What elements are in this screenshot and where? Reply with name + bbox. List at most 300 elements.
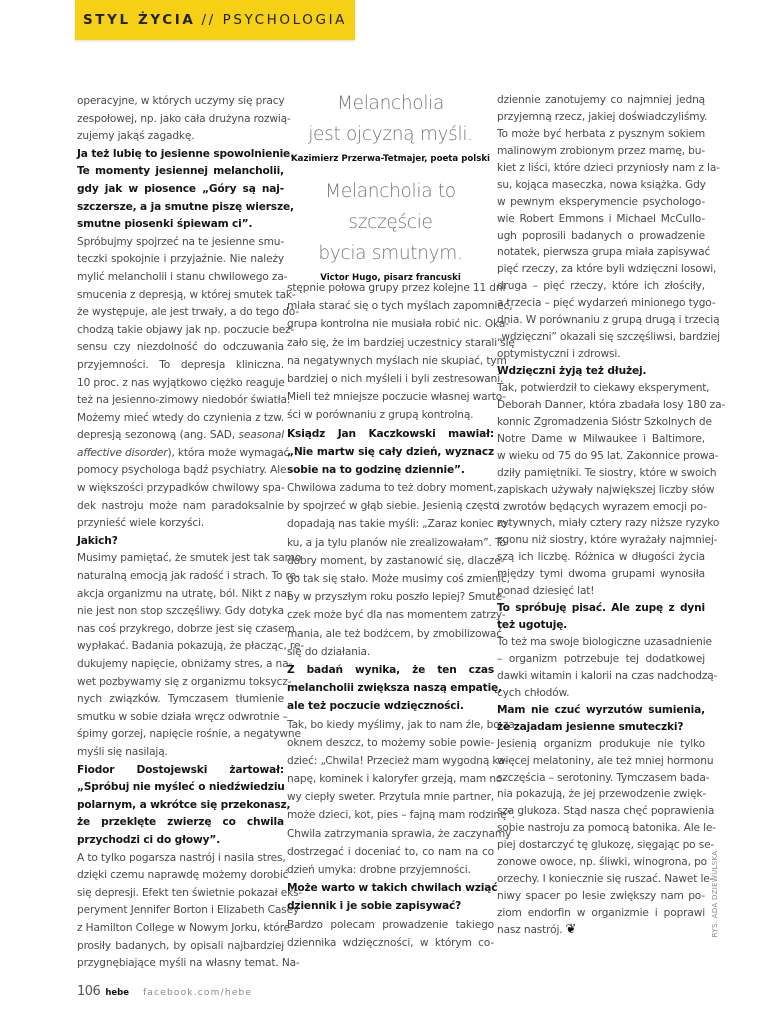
line-text: się do działania. (287, 645, 371, 658)
text-line (77, 163, 284, 181)
line-text: „Nie martw się cały dzień, wyznacz (287, 445, 494, 458)
subheading (497, 702, 705, 736)
line-text: naturalną emocją jak radość i strach. To re- (77, 570, 300, 583)
line-text: Deborah Danner, która zbadała losy 180 za- (497, 398, 726, 411)
text-line (497, 346, 705, 363)
subheading (497, 600, 705, 634)
line-text: Z badań wynika, że ten czas (287, 663, 494, 676)
quote-line: Melancholia (336, 93, 445, 114)
line-text: affective disorder), która może wymagać (77, 446, 290, 459)
quote-line: jest ojcyzną myśli. (308, 124, 473, 145)
line-text: sobie nastroju za pomocą batonika. Ale le- (497, 822, 716, 835)
text-line (287, 788, 494, 806)
line-text: nie jest non stop szczęśliwy. Gdy dotyka (77, 605, 284, 618)
text-line (77, 322, 295, 340)
text-line (77, 867, 289, 885)
line-text: Mieli też mniejsze poczucie własnej warto- (287, 391, 506, 404)
text-line (77, 287, 296, 305)
line-text: przychodzi ci do głowy”. (77, 833, 221, 846)
section-label: STYL ŻYCIA (82, 12, 196, 28)
paragraph (287, 279, 515, 425)
text-column-1 (77, 93, 304, 973)
line-text: optymistyczni i zdrowsi. (497, 348, 621, 361)
paragraph (287, 479, 511, 661)
text-line (497, 566, 705, 583)
text-line (497, 820, 716, 837)
text-line (497, 888, 705, 905)
line-text: w większości przypadków chwilowy spa- (77, 482, 285, 495)
line-text: dzieć: „Chwila! Przecież mam wygodną ka- (287, 754, 509, 767)
line-text: dukujemy napięcie, obniżamy stres, a na- (77, 658, 293, 670)
line-text: „Spróbuj nie myśleć o niedźwiedziu (77, 781, 285, 794)
page-number: 106 (77, 984, 101, 999)
text-line (287, 552, 505, 570)
line-text: Ja też lubię to jesienne spowolnienie. (77, 147, 294, 160)
line-text: i zwrotów będących wyrazem emocji po- (497, 500, 707, 513)
text-line (497, 228, 705, 245)
text-line (497, 261, 717, 278)
text-line (287, 643, 494, 661)
text-line (287, 297, 513, 315)
text-line (287, 897, 494, 915)
text-line (77, 93, 284, 111)
line-text: polarnym, a wkrótce się przekonasz, (77, 798, 291, 811)
text-line (287, 515, 511, 533)
paragraph (77, 550, 304, 761)
text-line (497, 109, 708, 126)
line-text: dziły pamiętniki. Te siostry, które w swoich (497, 466, 717, 479)
line-text: dostrzegać i doceniać to, co nam na co (287, 845, 494, 858)
line-text: piej dostarczyć tę glukozę, sięgając po se- (497, 839, 715, 852)
line-text: dziennika wdzięczności, w którym co- (287, 936, 494, 949)
line-text: To spróbuję pisać. Ale zupę z dyni (497, 602, 705, 615)
line-text: Możemy mieć wtedy do czynienia z tzw. (77, 411, 284, 424)
line-text: między tymi dwoma grupami wynosiła (497, 568, 705, 581)
line-text: notatek, pierwsza grupa miała zapisywać (497, 246, 711, 259)
line-text: Tak, potwierdził to ciekawy eksperyment, (497, 381, 710, 394)
text-line (77, 392, 291, 410)
text-line (497, 312, 720, 329)
subheading (287, 425, 494, 480)
text-line (497, 448, 719, 465)
text-line (77, 410, 284, 428)
text-line (77, 850, 284, 868)
text-line (77, 709, 288, 727)
text-line (287, 843, 494, 861)
line-text: konnic Zgromadzenia Sióstr Szkolnych de (497, 415, 712, 428)
text-line (497, 617, 705, 634)
line-text: ponad dziesięć lat! (497, 585, 595, 598)
line-text: To może być herbata z pysznym sokiem (497, 127, 705, 140)
line-text: ziom endorfin w organizmie i poprawi (497, 907, 705, 919)
text-line (77, 762, 284, 780)
line-text: też ugotuję. (497, 619, 568, 632)
line-text: Może warto w takich chwilach wziąć (287, 882, 498, 895)
line-text: że przeklęte zwierzę co chwila (77, 816, 284, 829)
line-text: mania, ale też bodźcem, by zmobilizować (287, 627, 502, 640)
line-text: nia pokazują, że jej przewodzenie zwięk- (497, 788, 707, 801)
text-line (497, 719, 705, 736)
text-line (287, 388, 506, 406)
line-text: Chwila zatrzymania sprawia, że zaczynamy (287, 827, 512, 840)
line-text: pomocy psychologa bądź psychiatry. Ale (77, 464, 287, 477)
line-text: oknem deszcz, to możemy sobie powie- (287, 736, 494, 749)
line-text: „wdzięczni” okazali się szczęśliwsi, bardziej (497, 331, 720, 344)
line-text: depresją sezonową (ang. SAD, seasonal (77, 429, 284, 442)
text-line (287, 734, 494, 752)
subheading (77, 533, 284, 551)
line-text: może dzieci, kot, pies – fajną mam rodzinę”. (287, 809, 515, 822)
line-text: się depresji. Efekt ten świetnie pokazał eks- (77, 886, 303, 899)
text-line (287, 334, 515, 352)
text-line (77, 269, 288, 287)
line-text: bardziej o nich myśleli i byli zestresowani. (287, 372, 504, 385)
line-text: nych związków. Tymczasem tłumienie (77, 693, 284, 706)
text-line (497, 295, 716, 312)
text-line (77, 427, 284, 445)
text-line (497, 244, 711, 261)
text-line (77, 744, 284, 762)
line-text: go tak się stało. Może musimy coś zmienić, (287, 573, 510, 585)
text-line (497, 397, 726, 414)
text-line (77, 550, 302, 568)
line-text: peryment Jennifer Borton i Elizabeth Casey (77, 904, 300, 917)
text-line (77, 814, 284, 832)
line-text: smutne piosenki śpiewam ci”. (77, 218, 253, 231)
line-text: dnia. W porównaniu z grupą drugą i trzecią (497, 314, 720, 327)
subheading (497, 363, 705, 380)
line-text: operacyjne, w których uczymy się pracy (77, 95, 285, 107)
line-text: Musimy pamiętać, że smutek jest tak samo (77, 552, 302, 565)
line-text: dzięki czemu naprawdę możemy dorobić (77, 869, 289, 882)
line-text: zapiskach używały największej liczby słów (497, 483, 715, 496)
text-line (77, 779, 284, 797)
line-text: wet pozbywamy się z organizmu toksycz- (77, 675, 292, 688)
text-line (497, 278, 705, 295)
quote-line: bycia smutnym. (318, 243, 463, 264)
line-text: napę, kominek i kaloryfer grzeją, mam no- (287, 773, 507, 786)
line-text: Tak, bo kiedy myślimy, jak to nam źle, bo za (287, 718, 515, 731)
text-line (287, 534, 506, 552)
text-line (77, 832, 284, 850)
text-line (287, 461, 494, 479)
paragraph (497, 380, 726, 600)
text-line (77, 515, 284, 533)
line-text: myśli się nasilają. (77, 745, 168, 758)
magazine-logo: hebe (105, 988, 129, 998)
text-line (287, 588, 506, 606)
line-text: przyjemności. To depresja kliniczna. (77, 358, 284, 371)
line-text: gdy jak w piosence „Góry są naj- (77, 182, 284, 195)
text-line (497, 871, 714, 888)
line-text: szczersze, a ja smutne piszę wiersze, (77, 200, 294, 213)
line-text: sobie na to godzinę dziennie”. (287, 463, 465, 476)
text-line (287, 879, 498, 897)
subheading (287, 661, 502, 716)
paragraph (287, 716, 515, 880)
text-line (77, 480, 284, 498)
text-line (77, 885, 303, 903)
text-line (497, 363, 705, 380)
line-text: by w przyszłym roku poszło lepiej? Smute- (287, 591, 506, 604)
text-line (497, 499, 705, 516)
text-line (497, 160, 720, 177)
line-text: Fiodor Dostojewski żartował: (77, 763, 284, 776)
text-line (497, 736, 705, 753)
line-text: Te momenty jesiennej melancholii, (77, 165, 284, 178)
text-line (77, 234, 284, 252)
text-line (497, 482, 715, 499)
line-text: orzechy. I koniecznie się ruszać. Nawet le- (497, 873, 714, 886)
line-text: ugh poprosili badanych o prowadzenie (497, 229, 705, 242)
line-text: zało się, że im bardziej uczestnicy starali się (287, 336, 515, 349)
text-line (287, 370, 504, 388)
line-text: śpimy gorzej, napięcie rośnie, a negatywne (77, 728, 301, 741)
text-line (77, 726, 301, 744)
line-text: też na jesienno-zimowy niedobór światła. (77, 394, 291, 407)
text-line (497, 837, 715, 854)
subheading (287, 879, 498, 915)
text-line (497, 668, 718, 685)
line-text: zgonu niż siostry, które wyrażały najmniej- (497, 534, 718, 547)
line-text: przygnębiające myśli na własny temat. Na- (77, 957, 300, 970)
subheading (77, 146, 294, 234)
text-column-2 (287, 279, 515, 952)
section-header (75, 0, 355, 40)
pull-quote (287, 88, 494, 166)
line-text: Notre Dame w Milwaukee i Baltimore, (497, 432, 705, 445)
line-text: z Hamilton College w Nowym Jorku, które (77, 921, 291, 934)
line-text: stępnie połowa grupy przez kolejne 11 dni (287, 282, 506, 294)
text-line (77, 304, 300, 322)
paragraph (497, 634, 718, 702)
text-line (287, 497, 499, 515)
text-line (497, 177, 705, 194)
text-line (497, 922, 705, 939)
line-text: zytywnych, miały cztery razy niższe ryzyko (497, 517, 720, 530)
line-text: zujemy jakąś zagadkę. (77, 130, 195, 143)
line-text: akcja organizmu na utratę, ból. Nikt z nas (77, 587, 293, 600)
line-text: dek nastroju może nam paradoksalnie (77, 499, 284, 512)
text-line (497, 329, 720, 346)
line-text: chodzą takie objawy jak np. poczucie bez- (77, 323, 295, 336)
line-text: Bardzo polecam prowadzenie takiego (287, 918, 494, 931)
text-line (77, 111, 291, 129)
line-text: szą ich liczbę. Różnica w długości życia (497, 551, 705, 564)
text-line (497, 702, 705, 719)
text-line (77, 216, 284, 234)
pull-quotes (287, 88, 494, 295)
text-line (497, 465, 717, 482)
text-line (77, 498, 284, 516)
line-text: grupa kontrolna nie musiała robić nic. Oka- (287, 318, 509, 331)
text-line (497, 770, 710, 787)
text-line (77, 128, 284, 146)
text-line (77, 586, 293, 604)
line-text: więcej melatoniny, ale też mniej hormonu (497, 754, 714, 767)
line-text: – organizm potrzebuje tej dodatkowej (497, 652, 705, 665)
line-text: Mam nie czuć wyrzutów sumienia, (497, 703, 705, 716)
line-text: zonowe owoce, np. śliwki, winogrona, po (497, 856, 707, 869)
line-text: na negatywnych myślach nie skupiać, tym (287, 354, 507, 367)
text-line (77, 568, 300, 586)
line-text: szczęścia – serotoniny. Tymczasem bada- (497, 771, 710, 784)
text-line (77, 603, 284, 621)
line-text: To też ma swoje biologiczne uzasadnienie (497, 636, 712, 648)
text-line (497, 600, 705, 617)
line-text: ku, a ja tylu planów nie zrealizowałam”. To (287, 536, 506, 549)
text-line (497, 211, 705, 228)
line-text: dzień umyka: drobne przyjemności. (287, 864, 471, 876)
paragraph (77, 850, 303, 973)
text-line (77, 533, 284, 551)
text-line (77, 691, 284, 709)
line-text: Chwilowa zaduma to też dobry moment, (287, 482, 497, 495)
line-text: Jakich? (77, 534, 118, 547)
text-line (77, 656, 293, 674)
line-text: A to tylko pogarsza nastrój i nasila stres, (77, 851, 286, 864)
text-line (497, 786, 705, 803)
line-text: teczki spokojnie i przyjaźnie. Nie należy (77, 253, 284, 266)
line-text: smucenia z depresją, w której smutek tak- (77, 288, 296, 301)
text-line (287, 752, 509, 770)
text-line (77, 181, 284, 199)
line-text: wie Robert Emmons i Michael McCullo- (497, 212, 705, 225)
line-text: pięć rzeczy, za które byli wdzięczni losowi, (497, 263, 717, 276)
text-line (287, 679, 502, 697)
text-line (77, 146, 294, 164)
text-line (287, 352, 507, 370)
text-line (497, 634, 712, 651)
line-text: niwy spacer po lesie zwiększy nam po- (497, 890, 705, 903)
text-line (497, 380, 710, 397)
line-text: 10 proc. z nas wyjątkowo ciężko reaguje (77, 376, 285, 389)
text-line (77, 902, 300, 920)
line-text: sensu czy niezdolność do odczuwania (77, 341, 284, 354)
text-line (287, 916, 494, 934)
line-text: w pewnym eksperymencie psychologo- (497, 195, 705, 208)
illustration-credit: RYS. ADA DZIEWULSKA (711, 850, 719, 938)
text-line (77, 199, 294, 217)
line-text: Wdzięczni żyją też dłużej. (497, 365, 647, 377)
line-text: zespołowej, np. jako cała drużyna rozwią- (77, 112, 291, 125)
text-line (497, 532, 718, 549)
text-line (497, 685, 705, 702)
text-line (77, 339, 284, 357)
text-line (497, 854, 705, 871)
line-text: mylić melancholii i stanu chwilowego za- (77, 270, 288, 283)
text-line (287, 443, 494, 461)
line-text: dawki witamin i kalorii na czas nadchodzą- (497, 669, 718, 682)
line-text: że zajadam jesienne smuteczki? (497, 720, 684, 733)
line-text: sza glukoza. Stąd nasza chęć poprawienia (497, 805, 715, 818)
text-line (287, 861, 494, 879)
text-line (497, 92, 705, 109)
text-line (287, 606, 506, 624)
line-text: nas coś przykrego, dobrze jest się czasem (77, 622, 295, 635)
text-line (497, 583, 705, 600)
line-text: wy ciepły sweter. Przytula mnie partner, (287, 791, 495, 804)
text-line (497, 549, 705, 566)
text-line (287, 697, 494, 715)
text-line (497, 651, 705, 668)
line-text: przyjemną rzecz, jakiej doświadczyliśmy. (497, 110, 708, 123)
text-line (497, 803, 715, 820)
paragraph (77, 93, 291, 146)
text-line (497, 515, 720, 532)
text-line (287, 716, 515, 734)
line-text: czek może być dla nas momentem zatrzy- (287, 609, 506, 622)
quote-author: Victor Hugo, pisarz francuski (320, 273, 461, 283)
text-line (497, 431, 705, 448)
line-text: przynieść wiele korzyści. (77, 517, 205, 530)
text-line (77, 674, 292, 692)
paragraph (497, 92, 720, 363)
facebook-link[interactable]: facebook.com/hebe (143, 988, 253, 998)
text-line (497, 143, 705, 160)
line-text: kiet z liści, które dzieci przyniosły nam z la- (497, 161, 720, 174)
text-line (287, 425, 494, 443)
text-line (77, 375, 284, 393)
text-line (497, 414, 712, 431)
line-text: Ksiądz Jan Kaczkowski mawiał: (287, 427, 494, 440)
text-line (287, 934, 494, 952)
line-text: Spróbujmy spojrzeć na te jesienne smu- (77, 235, 284, 248)
line-text: prosiły badanych, by opisali najbardziej (77, 939, 284, 952)
text-line (497, 194, 705, 211)
text-line (77, 797, 291, 815)
text-line (287, 770, 507, 788)
text-line (287, 661, 494, 679)
line-text: cych chłodów. (497, 686, 570, 699)
text-line (287, 825, 512, 843)
text-line (287, 279, 506, 297)
text-line (77, 638, 304, 656)
pull-quote (287, 176, 494, 285)
text-line (287, 806, 515, 824)
line-text: wypłakać. Badania pokazują, że płacząc, re- (77, 640, 304, 653)
text-line (77, 938, 284, 956)
quote-author: Kazimierz Przerwa-Tetmajer, poeta polski (291, 154, 490, 164)
line-text: by spojrzeć w głąb siebie. Jesienią często (287, 500, 499, 513)
text-line (77, 621, 295, 639)
text-line (497, 905, 705, 922)
text-line (287, 406, 494, 424)
subsection-label: // PSYCHOLOGIA (201, 12, 348, 28)
line-text: dobry moment, by zastanowić się, dlacze- (287, 554, 505, 567)
page-footer (77, 984, 252, 999)
text-line (287, 315, 509, 333)
text-line (287, 479, 497, 497)
text-line (77, 955, 300, 973)
line-text: nasz nastrój. (497, 923, 563, 936)
end-ornament-icon: ❦ (565, 921, 577, 937)
line-text: su, kojąca maseczka, nowa książka. Gdy (497, 178, 706, 191)
text-line (287, 570, 510, 588)
line-text: a trzecia – pięć wydarzeń minionego tygo- (497, 297, 716, 310)
text-line (77, 462, 287, 480)
line-text: melancholii zwiększa naszą empatię, (287, 682, 502, 695)
line-text: ści w porównaniu z grupą kontrolną. (287, 409, 474, 422)
subheading (77, 762, 291, 850)
paragraph (77, 234, 300, 533)
line-text: dopadają nas takie myśli: „Zaraz koniec ro- (287, 518, 511, 531)
line-text: Jesienią organizm produkuje nie tylko (497, 737, 705, 750)
line-text: smutku w sobie działa wręcz odwrotnie – (77, 710, 288, 723)
line-text: dziennik i je sobie zapisywać? (287, 900, 462, 913)
line-text: druga – pięć rzeczy, które ich złościły, (497, 280, 705, 293)
text-line (77, 251, 284, 269)
